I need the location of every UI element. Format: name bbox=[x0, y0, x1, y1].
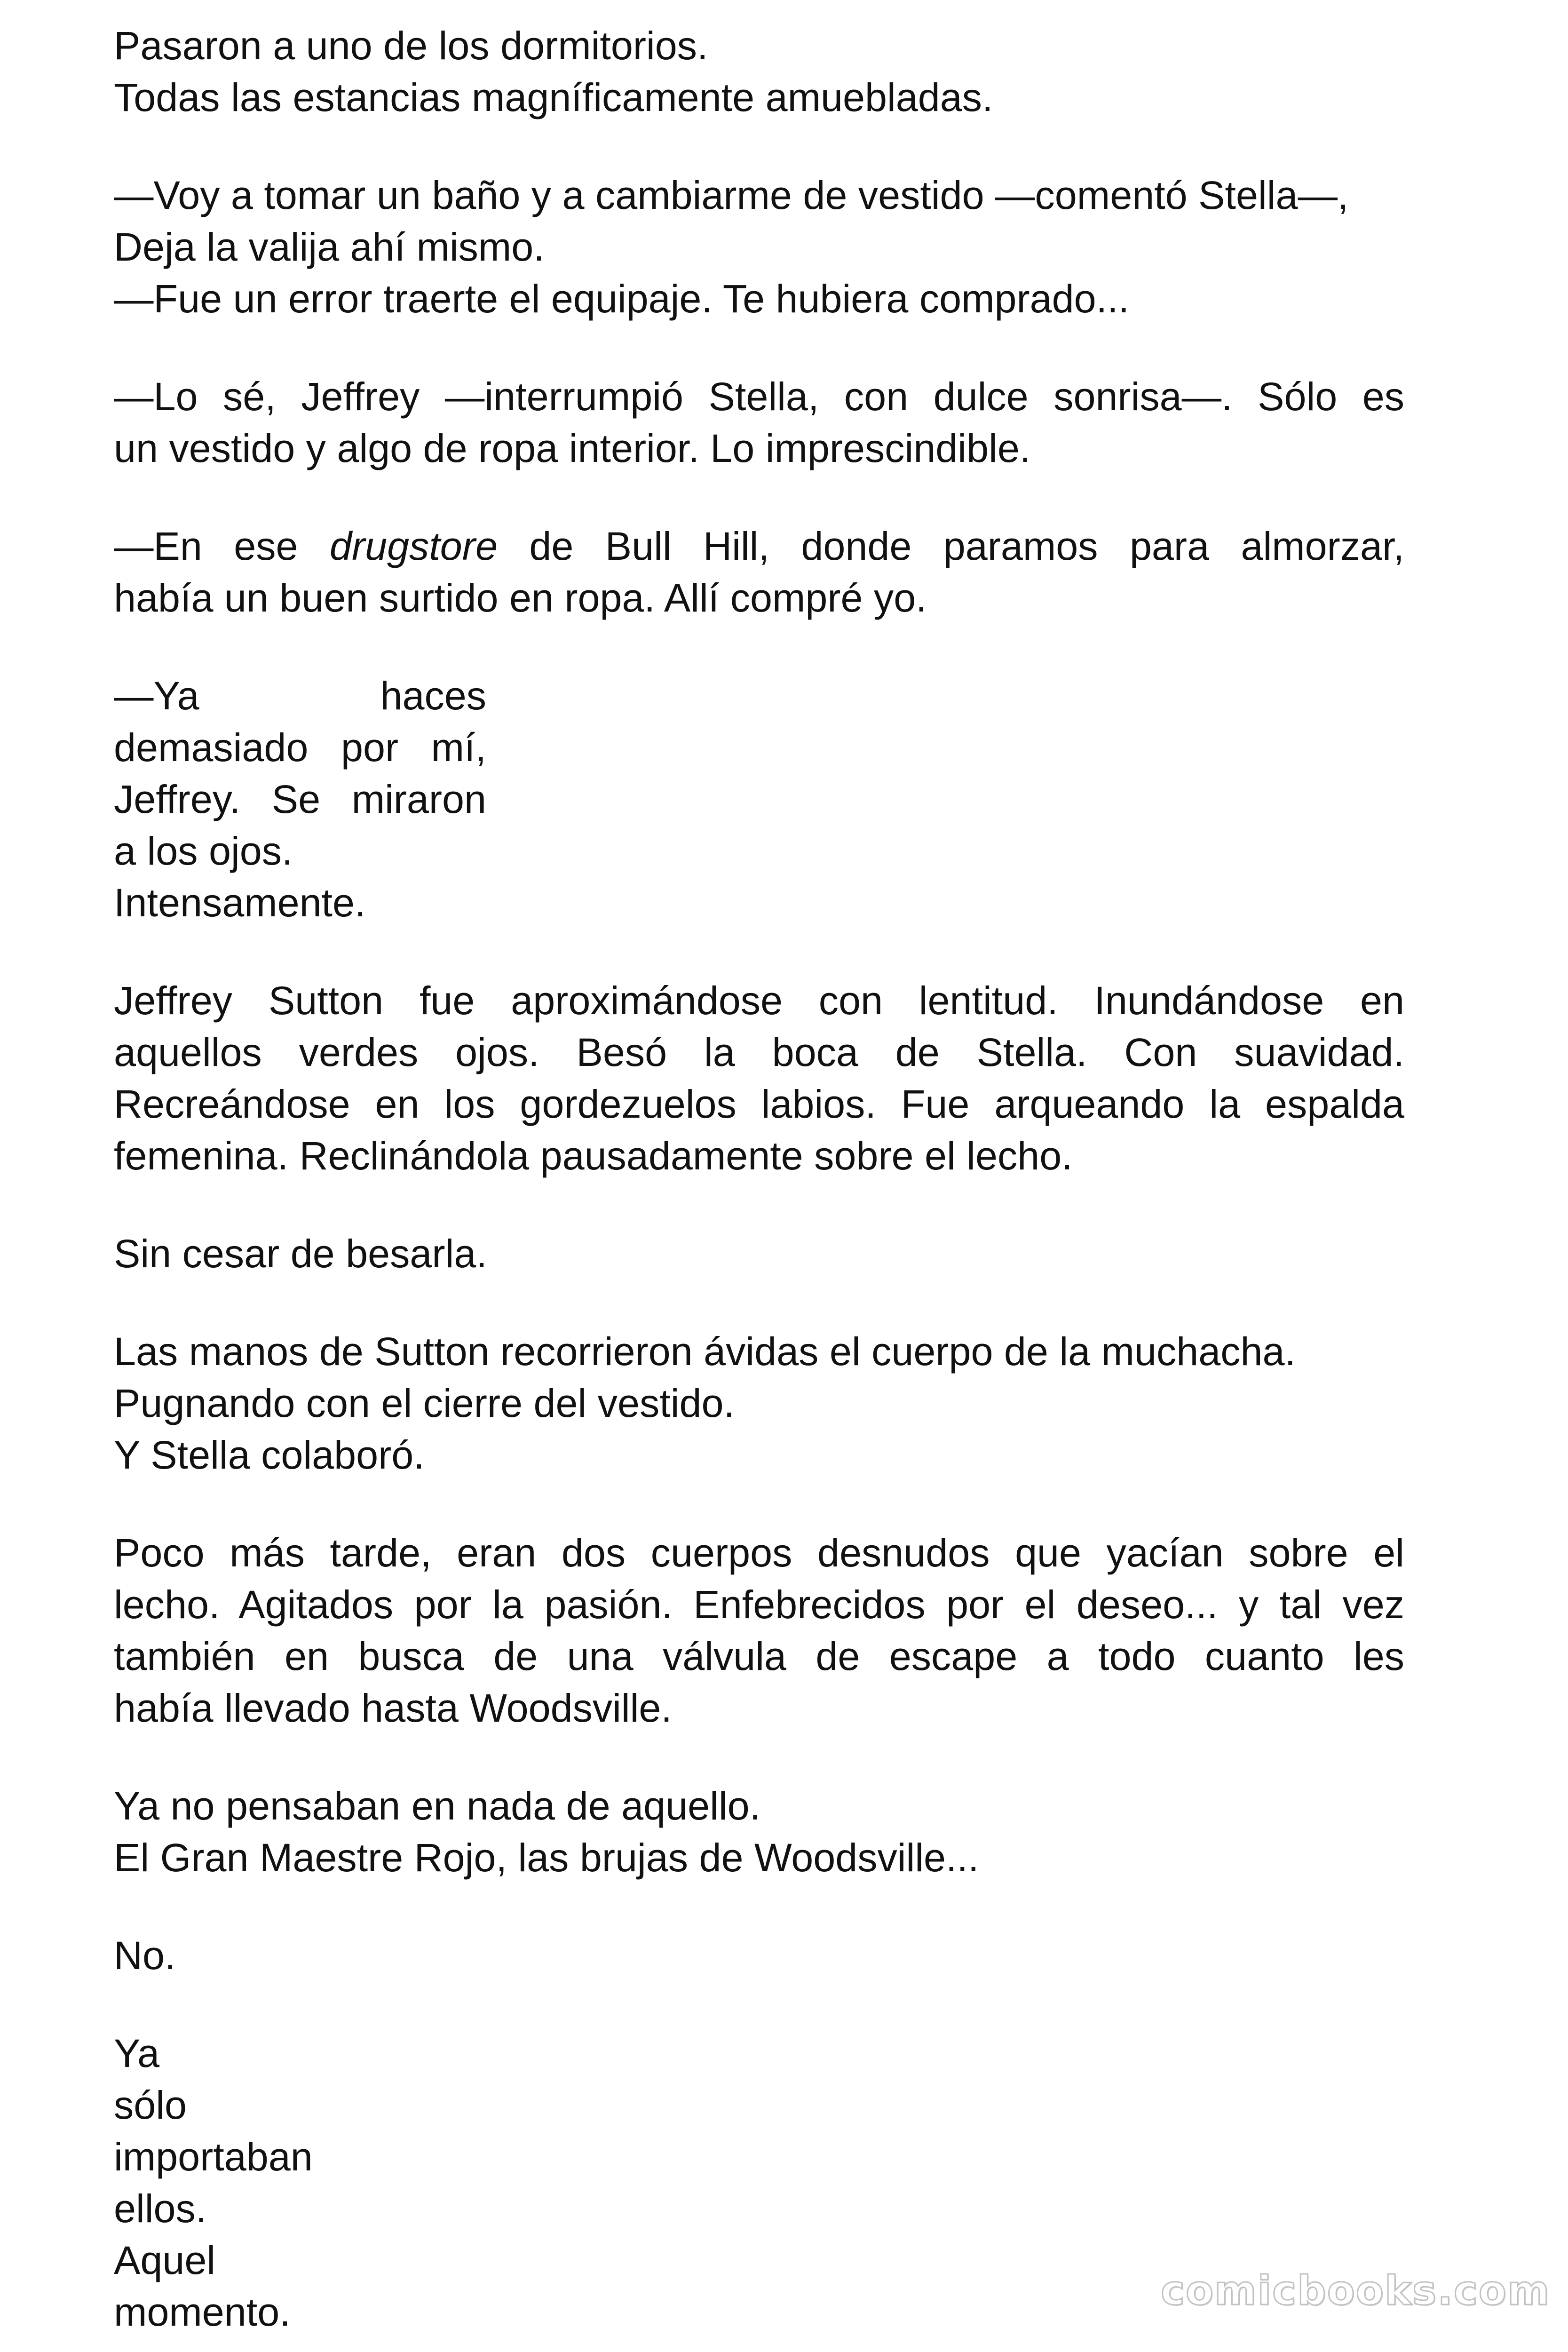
text-line: Pugnando con el cierre del vestido. bbox=[114, 1381, 735, 1425]
text-line: Jeffrey. Se miraron bbox=[114, 777, 486, 821]
text-line: momento. bbox=[114, 2290, 291, 2334]
text-line: había llevado hasta Woodsville. bbox=[114, 1686, 672, 1730]
paragraph-2 bbox=[114, 169, 1404, 325]
paragraph-3 bbox=[114, 371, 1404, 474]
text-segment: —En ese bbox=[114, 524, 330, 568]
text-line: —Lo sé, Jeffrey —interrumpió Stella, con dulce sonrisa—. Sólo es bbox=[114, 374, 1404, 419]
paragraph-1 bbox=[114, 20, 1404, 123]
text-line: importaban bbox=[114, 2135, 313, 2179]
text-line: había un buen surtido en ropa. Allí compré yo. bbox=[114, 576, 927, 620]
text-line: Las manos de Sutton recorrieron ávidas el cuerpo de la muchacha. bbox=[114, 1329, 1296, 1374]
italic-word: drugstore bbox=[329, 524, 498, 568]
document-page bbox=[114, 20, 1404, 2352]
text-line: —Ya haces bbox=[114, 674, 486, 718]
text-line: lecho. Agitados por la pasión. Enfebrecidos por el deseo... y tal vez bbox=[114, 1582, 1404, 1627]
watermark-logo: comicbooks.com bbox=[1161, 2267, 1551, 2314]
text-line: Todas las estancias magníficamente amuebladas. bbox=[114, 75, 993, 119]
text-line: Sin cesar de besarla. bbox=[114, 1232, 487, 1276]
text-line: Pasaron a uno de los dormitorios. bbox=[114, 24, 708, 68]
paragraph-6 bbox=[114, 975, 1404, 1182]
paragraph-8 bbox=[114, 1326, 1404, 1481]
text-line: ellos. bbox=[114, 2186, 207, 2231]
text-line: Aquel bbox=[114, 2238, 216, 2282]
text-line: femenina. Reclinándola pausadamente sobre el lecho. bbox=[114, 1134, 1073, 1178]
text-line: No. bbox=[114, 1933, 176, 1978]
text-line: Deja la valija ahí mismo. bbox=[114, 225, 545, 269]
text-line: El Gran Maestre Rojo, las brujas de Woodsville... bbox=[114, 1836, 979, 1880]
text-line: Ya bbox=[114, 2031, 160, 2075]
text-line: aquellos verdes ojos. Besó la boca de Stella. Con suavidad. bbox=[114, 1030, 1404, 1074]
text-line: —Voy a tomar un baño y a cambiarme de vestido —comentó Stella—, bbox=[114, 173, 1349, 217]
text-line: Y Stella colaboró. bbox=[114, 1433, 425, 1477]
text-segment: de Bull Hill, donde paramos para almorzar, bbox=[497, 524, 1404, 568]
text-line: Recreándose en los gordezuelos labios. Fue arqueando la espalda bbox=[114, 1082, 1404, 1126]
paragraph-11 bbox=[114, 1930, 1404, 1981]
text-line: demasiado por mí, bbox=[114, 725, 486, 770]
paragraph-5 bbox=[114, 670, 1404, 929]
text-line: sólo bbox=[114, 2083, 187, 2127]
text-line: Ya no pensaban en nada de aquello. bbox=[114, 1784, 761, 1828]
paragraph-4 bbox=[114, 520, 1404, 624]
paragraph-7 bbox=[114, 1228, 1404, 1279]
text-line: —Fue un error traerte el equipaje. Te hubiera comprado... bbox=[114, 277, 1130, 321]
text-line bbox=[114, 520, 1404, 572]
text-line: Poco más tarde, eran dos cuerpos desnudos que yacían sobre el bbox=[114, 1531, 1404, 1575]
text-line: un vestido y algo de ropa interior. Lo imprescindible. bbox=[114, 426, 1031, 470]
text-line: también en busca de una válvula de escape a todo cuanto les bbox=[114, 1634, 1404, 1678]
paragraph-9 bbox=[114, 1527, 1404, 1734]
text-line: a los ojos. bbox=[114, 829, 293, 873]
text-line: Jeffrey Sutton fue aproximándose con lentitud. Inundándose en bbox=[114, 978, 1404, 1023]
paragraph-10 bbox=[114, 1780, 1404, 1883]
text-line: Intensamente. bbox=[114, 881, 366, 925]
